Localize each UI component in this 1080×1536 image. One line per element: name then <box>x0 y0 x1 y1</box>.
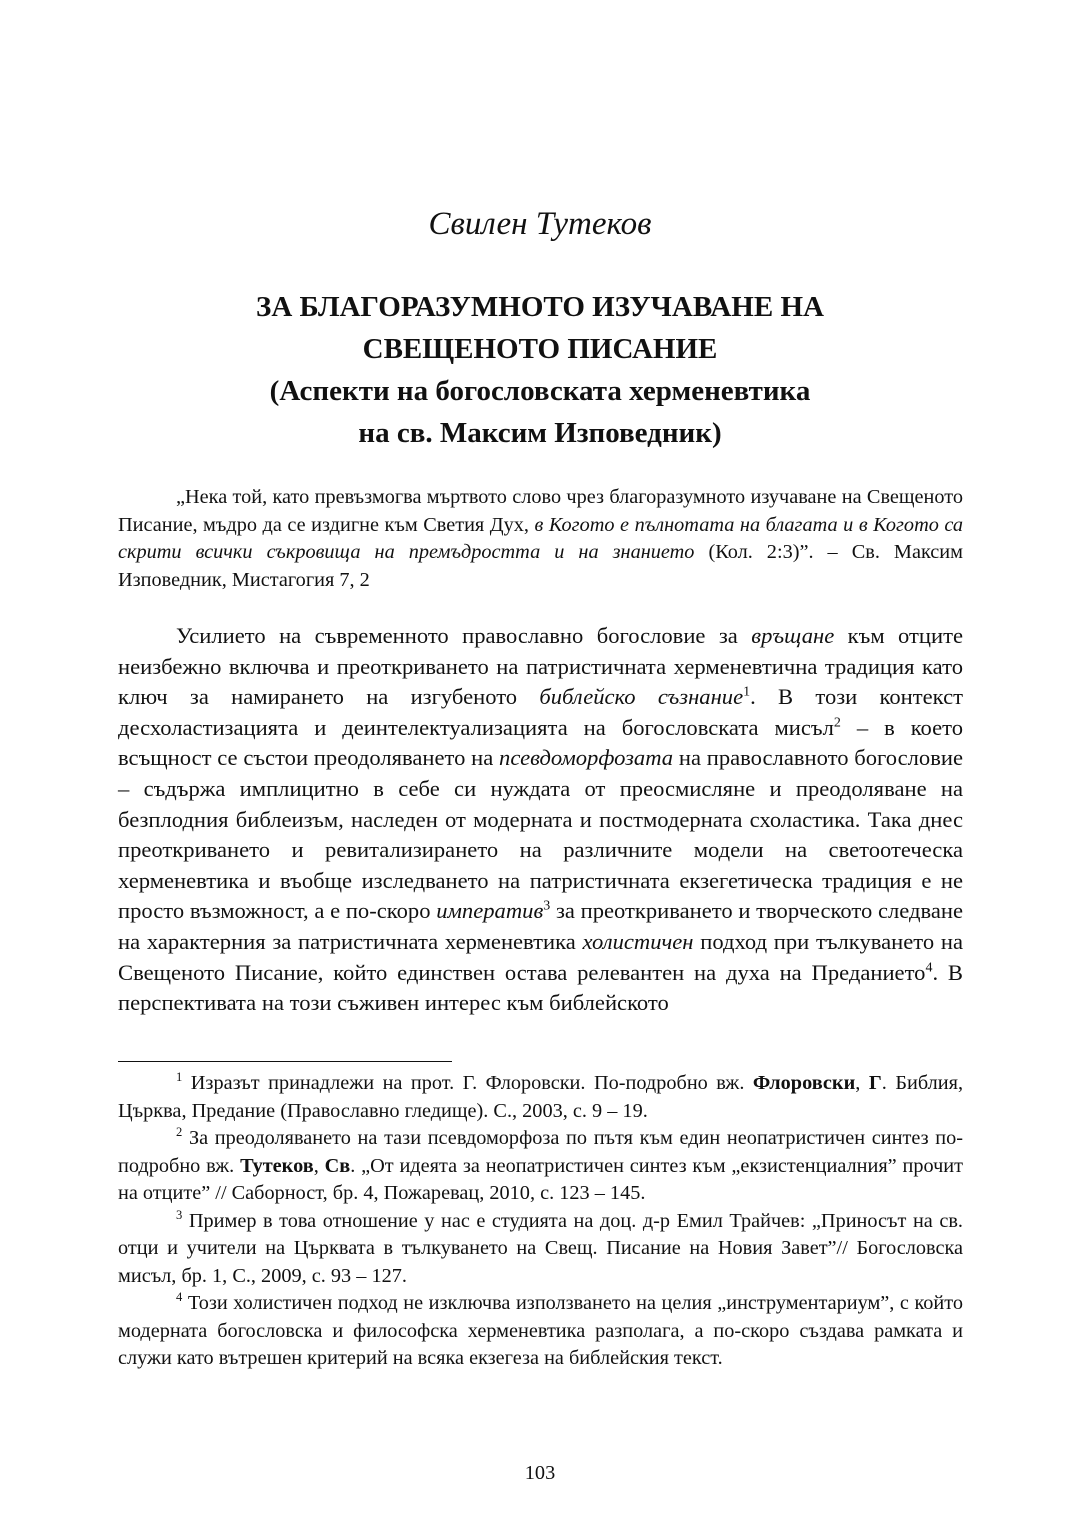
footnote-author-bold: Г <box>868 1072 882 1094</box>
body-paragraph <box>118 621 963 1019</box>
footnote-text: Изразът принадлежи на прот. Г. Флоровски. По-подробно вж. <box>182 1072 753 1094</box>
body-text: Усилието на съвременното православно богословие за <box>176 623 752 648</box>
title-line-2: СВЕЩЕНОТО ПИСАНИЕ <box>362 333 718 365</box>
body-emphasis: холистичен <box>582 928 694 954</box>
footnote-text: За преодоляването на тази псевдоморфоза по пътя към един неопатристичен синтез по-подробно вж. <box>118 1127 963 1177</box>
epigraph-italic: в Когото е пълнотата на благата и в Когото са скрити всички съкровища на премъдростта и на знанието <box>118 513 964 563</box>
body-text: подход при тълкуването на Свещеното Писание, който единствен остава релевантен на духа на Преданието <box>118 928 963 985</box>
footnotes <box>118 1070 963 1373</box>
body-text: – в което всъщност се състои преодоляването на <box>118 714 963 771</box>
author-name: Свилен Тутеков <box>428 206 652 242</box>
footnote-number: 2 <box>176 1125 183 1140</box>
footnote-text: Пример в това отношение у нас е студията на доц. д-р Емил Трайчев: „Приносът на св. отци и учители на Църквата в тълкуването на Свещ. Писание на Новия Завет”// Богословска мисъл, бр. 1, С., 2009, с. 93 – 127. <box>118 1209 963 1287</box>
epigraph <box>118 484 963 594</box>
footnote-number: 3 <box>176 1207 183 1222</box>
footnote-divider <box>118 1061 452 1062</box>
footnote-text: . „От идеята за неопатристичен синтез към „екзистенциалния” прочит на отците” // Саборност, бр. 4, Пожаревац, 2010, с. 123 – 145. <box>118 1154 964 1204</box>
title-line-3: (Аспекти на богословската херменевтика <box>269 375 811 407</box>
footnote-ref-1[interactable]: 1 <box>743 684 751 700</box>
body-text: . В този контекст десхоластизацията и деинтелектуализацията на богословската мисъл <box>118 684 963 740</box>
footnote-ref-3[interactable]: 3 <box>543 898 551 914</box>
article-title <box>60 286 1020 454</box>
title-line-1: ЗА БЛАГОРАЗУМНОТО ИЗУЧАВАНЕ НА <box>256 291 824 323</box>
footnote-text: , <box>313 1154 325 1177</box>
body-text: към отците неизбежно включва и преоткриването на патристичната херменевтична традиция като ключ за намирането на изгубеното <box>118 623 964 710</box>
body-emphasis: връщане <box>751 623 835 648</box>
page-number: 103 <box>524 1462 556 1484</box>
footnote-author-bold: Тутеков <box>240 1154 314 1177</box>
epigraph-text: „Нека той, като превъзмогва мъртвото слово чрез благоразумното изучаване на Свещеното Писание, мъдро да се издигне към Светия Дух, <box>118 486 963 536</box>
footnote-1 <box>118 1070 963 1125</box>
footnote-text: . Библия, Църква, Предание (Православно гледище). С., 2003, с. 9 – 19. <box>118 1072 964 1122</box>
body-text: за преоткриването и творческото следване на характерния за патристичната херменевтика <box>118 898 963 954</box>
footnote-4 <box>118 1290 963 1373</box>
footnote-ref-4[interactable]: 4 <box>925 960 933 975</box>
footnote-author-bold: Флоровски <box>752 1072 856 1094</box>
epigraph-source: (Кол. 2:3)”. – Св. Максим Изповедник, Мистагогия 7, 2 <box>118 541 963 591</box>
footnote-author-bold: Св <box>324 1154 351 1177</box>
body-emphasis: псевдоморфозата <box>499 745 674 771</box>
footnote-ref-2[interactable]: 2 <box>833 715 841 731</box>
footnote-text: Този холистичен подход не изключва използването на целия „инструментариум”, с който модерната богословска и философска херменевтика разполага, а по-скоро създава рамката и служи като вътрешен критерий на всяка екзегеза на библейския текст. <box>118 1292 963 1369</box>
body-emphasis: императив <box>436 898 544 924</box>
body-text: на православното богословие – съдържа имплицитно в себе си нуждата от преосмисляне и преодоляване на безплодния библеизъм, наследен от модерната и постмодерната схоластика. Така днес преоткриването и ревитализирането на различните модели на светоотеческа херменевтика и въобще изследването на патристичната екзегетическа традиция е не просто възможност, а е по-скоро <box>118 745 963 924</box>
footnote-number: 4 <box>176 1290 183 1305</box>
footnote-text: , <box>855 1072 869 1094</box>
body-emphasis: библейско съзнание <box>539 684 744 710</box>
title-line-4: на св. Максим Изповедник) <box>358 417 722 449</box>
footnote-number: 1 <box>176 1070 183 1085</box>
footnote-3 <box>118 1208 963 1291</box>
body-text: . В перспективата на този съживен интерес към библейското <box>118 959 963 1016</box>
footnote-2 <box>118 1125 963 1208</box>
